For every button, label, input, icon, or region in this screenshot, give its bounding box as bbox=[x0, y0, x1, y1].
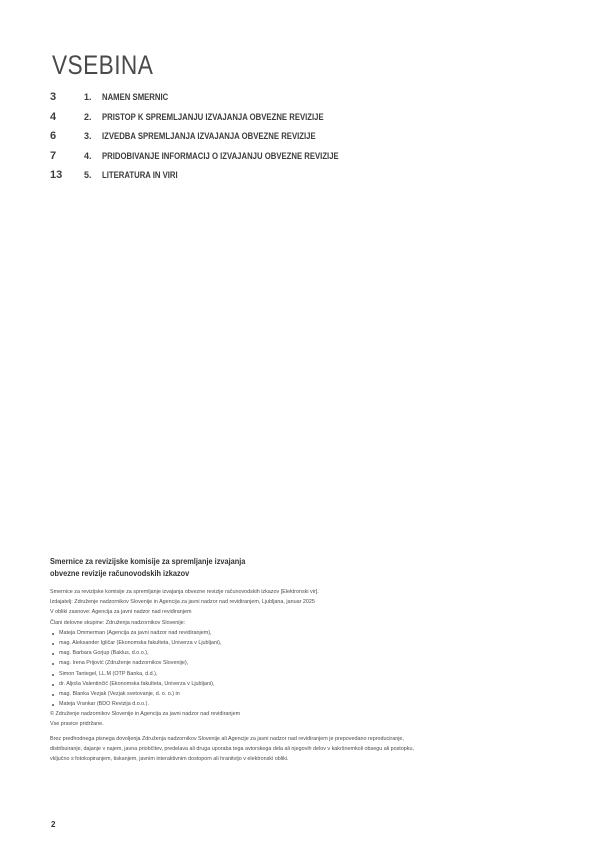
colophon-design: V obliki zasnove: Agencija za javni nadzor nad revidiranjem bbox=[50, 609, 192, 616]
rights-reserved: Vse pravice pridržane. bbox=[50, 721, 104, 728]
toc-section-title: IZVEDBA SPREMLJANJA IZVAJANJA OBVEZNE REVIZIJE bbox=[102, 131, 316, 141]
reproduction-notice: Brez predhodnega pisnega dovoljenja Združenja nadzornikov Slovenije ali Agencije za javni nadzor nad revidiranjem je prepovedano reproduciranje, distribuiranje, dajanje v najem, javna priobčitev, predelava ali druga uporaba tega avtorskega dela ali njegovih delov v kakršnemkoli obsegu ali postopku, vključno s fotokopiranjem, tiskanjem, javnim interaktivnim dostopom ali hranitvijo v elektronski obliki. bbox=[50, 735, 414, 763]
list-item: mag. Blanka Vezjak (Vezjak svetovanje, d. o. o.) in bbox=[50, 692, 530, 702]
toc-section-title: NAMEN SMERNIC bbox=[102, 92, 169, 102]
toc-section-number: 1. bbox=[84, 92, 92, 102]
members-list bbox=[50, 631, 530, 713]
toc-title: VSEBINA bbox=[52, 50, 154, 80]
copyright-notice: © Združenje nadzornikov Slovenije in Agencija za javni nadzor nad revidiranjem bbox=[50, 711, 241, 718]
colophon-title-line: Smernice za revizijske komisije za spremljanje izvajanja bbox=[50, 556, 246, 566]
toc-section-title: PRISTOP K SPREMLJANJU IZVAJANJA OBVEZNE REVIZIJE bbox=[102, 111, 324, 122]
colophon-publisher: Izdajatelj: Združenje nadzornikov Slovenije in Agencija za javni nadzor nad revidiranjem, Ljubljana, januar 2025 bbox=[50, 599, 315, 606]
toc-entry[interactable] bbox=[50, 111, 510, 131]
colophon bbox=[50, 556, 530, 764]
toc-section-number: 4. bbox=[84, 150, 92, 161]
toc-page-number: 4 bbox=[50, 110, 57, 123]
list-item: Mateja Ommerman (Agencija za javni nadzor nad revidiranjem), bbox=[50, 631, 530, 641]
toc-section-title: PRIDOBIVANJE INFORMACIJ O IZVAJANJU OBVEZNE REVIZIJE bbox=[102, 150, 339, 161]
toc-section-number: 5. bbox=[84, 170, 92, 180]
colophon-members-heading: Člani delovne skupine: Združenja nadzornikov Slovenije: bbox=[50, 619, 186, 626]
list-item: mag. Irena Prijović (Združenje nadzornikov Slovenije), bbox=[50, 661, 530, 671]
toc-page-number: 6 bbox=[50, 130, 57, 142]
toc-entry[interactable] bbox=[50, 130, 510, 150]
list-item: dr. Aljoša Valentinčič (Ekonomska fakulteta, Univerza v Ljubljani), bbox=[50, 682, 530, 692]
toc-page-number: 7 bbox=[50, 149, 57, 162]
table-of-contents bbox=[50, 91, 510, 189]
colophon-citation: Smernice za revizijske komisije za spremljanje izvajanja obvezne revizije računovodskih izkazov [Elektronski vir]. bbox=[50, 589, 319, 595]
list-item: Simon Tantegel, LL.M (OTP Banka, d.d.), bbox=[50, 672, 530, 682]
list-item: mag. Aleksander Igličar (Ekonomska fakulteta, Univerza v Ljubljani), bbox=[50, 641, 530, 651]
toc-section-number: 3. bbox=[84, 131, 92, 141]
toc-section-number: 2. bbox=[84, 111, 92, 122]
list-item: mag. Barbara Gorjup (Baklus, d.o.o.), bbox=[50, 651, 530, 661]
colophon-title-line: obvezne revizije računovodskih izkazov bbox=[50, 567, 190, 578]
toc-entry[interactable] bbox=[50, 150, 510, 170]
toc-section-title: LITERATURA IN VIRI bbox=[102, 170, 178, 180]
colophon-title bbox=[50, 556, 536, 579]
toc-page-number: 13 bbox=[50, 169, 63, 181]
list-item: Mateja Vrankar (BDO Revizija d.o.o.). bbox=[50, 702, 530, 712]
page-number: 2 bbox=[51, 820, 56, 829]
toc-page-number: 3 bbox=[50, 91, 57, 103]
toc-entry[interactable] bbox=[50, 91, 510, 111]
toc-entry[interactable] bbox=[50, 169, 510, 189]
